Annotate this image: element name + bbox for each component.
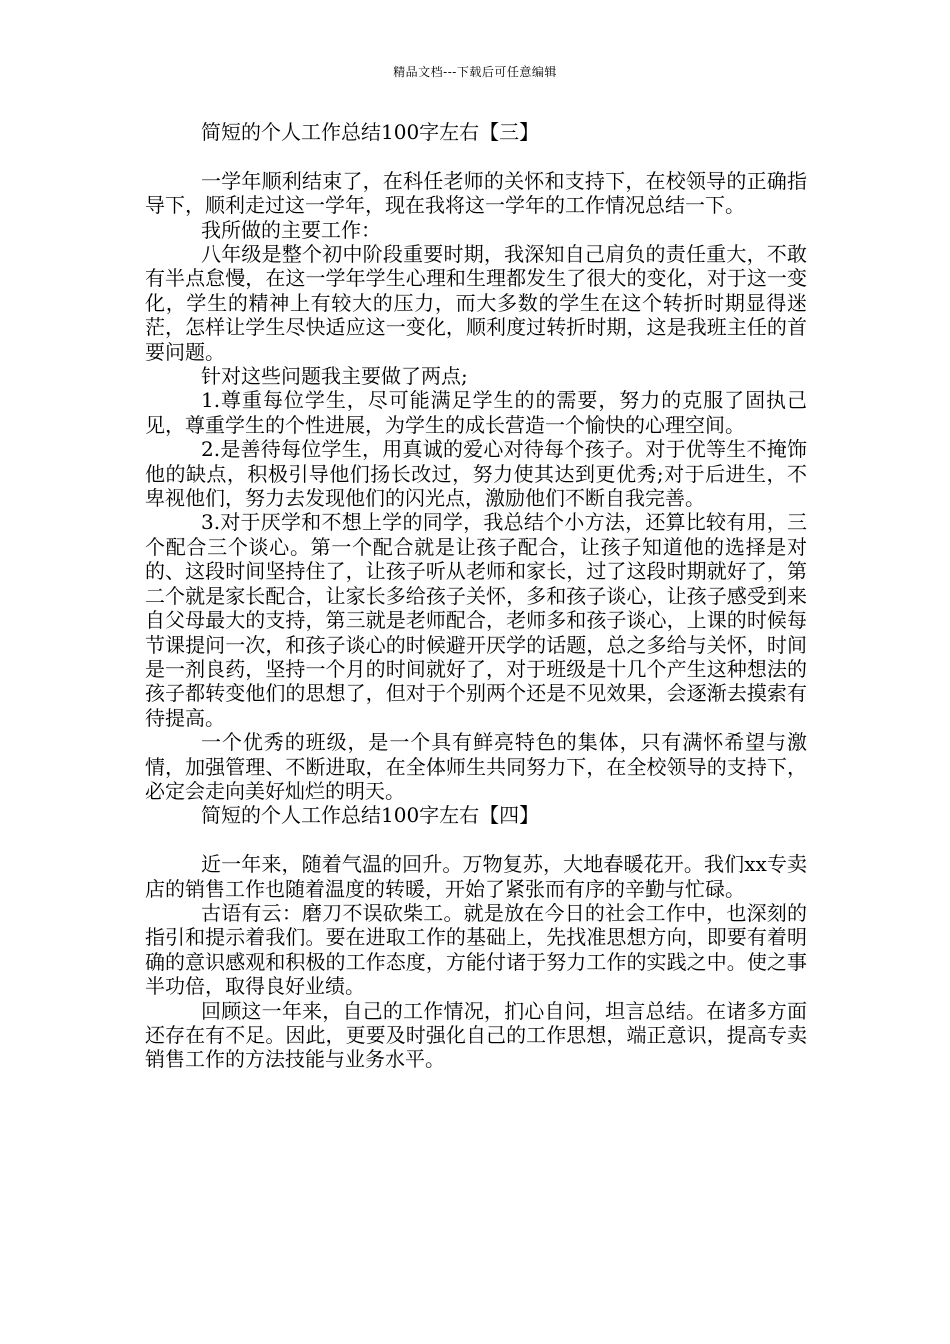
paragraph: 八年级是整个初中阶段重要时期，我深知自己肩负的责任重大，不敢有半点怠慢，在这一学年学生心理和生理都发生了很大的变化，对于这一变化，学生的精神上有较大的压力，而大多数的学生在这个转折时期显得迷茫，怎样让学生尽快适应这一变化，顺利度过转折时期，这是我班主任的首要问题。 bbox=[145, 242, 807, 364]
section-title-3: 简短的个人工作总结100字左右【三】 bbox=[201, 120, 540, 144]
paragraph: 近一年来，随着气温的回升。万物复苏，大地春暖花开。我们xx专卖店的销售工作也随着温度的转暖，开始了紧张而有序的辛勤与忙碌。 bbox=[145, 852, 807, 901]
document-body bbox=[145, 120, 807, 1072]
paragraph: 一学年顺利结束了，在科任老师的关怀和支持下，在校领导的正确指导下，顺利走过这一学年，现在我将这一学年的工作情况总结一下。 bbox=[145, 168, 807, 218]
paragraph: 我所做的主要工作： bbox=[201, 217, 381, 242]
paragraph: 2.是善待每位学生，用真诚的爱心对待每个孩子。对于优等生不掩饰他的缺点，积极引导他们扬长改过，努力使其达到更优秀;对于后进生，不卑视他们，努力去发现他们的闪光点，激励他们不断自我完善。 bbox=[145, 437, 807, 511]
paragraph: 针对这些问题我主要做了两点; bbox=[201, 364, 468, 389]
paragraph: 1.尊重每位学生，尽可能满足学生的的需要，努力的克服了固执己见，尊重学生的个性进展，为学生的成长营造一个愉快的心理空间。 bbox=[145, 388, 807, 437]
paragraph: 回顾这一年来，自己的工作情况，扪心自问，坦言总结。在诸多方面还存在有不足。因此，更要及时强化自己的工作思想，端正意识，提高专卖销售工作的方法技能与业务水平。 bbox=[145, 998, 807, 1072]
section-title-4: 简短的个人工作总结100字左右【四】 bbox=[201, 803, 540, 828]
paragraph: 古语有云：磨刀不误砍柴工。就是放在今日的社会工作中，也深刻的指引和提示着我们。要在进取工作的基础上，先找准思想方向，即要有着明确的意识感观和积极的工作态度，方能付诸于努力工作的实践之中。使之事半功倍，取得良好业绩。 bbox=[145, 900, 807, 999]
paragraph: 3.对于厌学和不想上学的同学，我总结个小方法，还算比较有用，三个配合三个谈心。第一个配合就是让孩子配合，让孩子知道他的选择是对的、这段时间坚持住了，让孩子听从老师和家长，过了这段时期就好了，第二个就是家长配合，让家长多给孩子关怀，多和孩子谈心，让孩子感受到来自父母最大的支持，第三就是老师配合，老师多和孩子谈心，上课的时候每节课提问一次，和孩子谈心的时候避开厌学的话题，总之多给与关怀，时间是一剂良药，坚持一个月的时间就好了，对于班级是十几个产生这种想法的孩子都转变他们的思想了，但对于个别两个还是不见效果，会逐渐去摸索有待提高。 bbox=[145, 510, 807, 730]
paragraph: 一个优秀的班级，是一个具有鲜亮特色的集体，只有满怀希望与激情，加强管理、不断进取，在全体师生共同努力下，在全校领导的支持下，必定会走向美好灿烂的明天。 bbox=[145, 730, 807, 803]
page-header: 精品文档---下载后可任意编辑 bbox=[393, 65, 557, 79]
